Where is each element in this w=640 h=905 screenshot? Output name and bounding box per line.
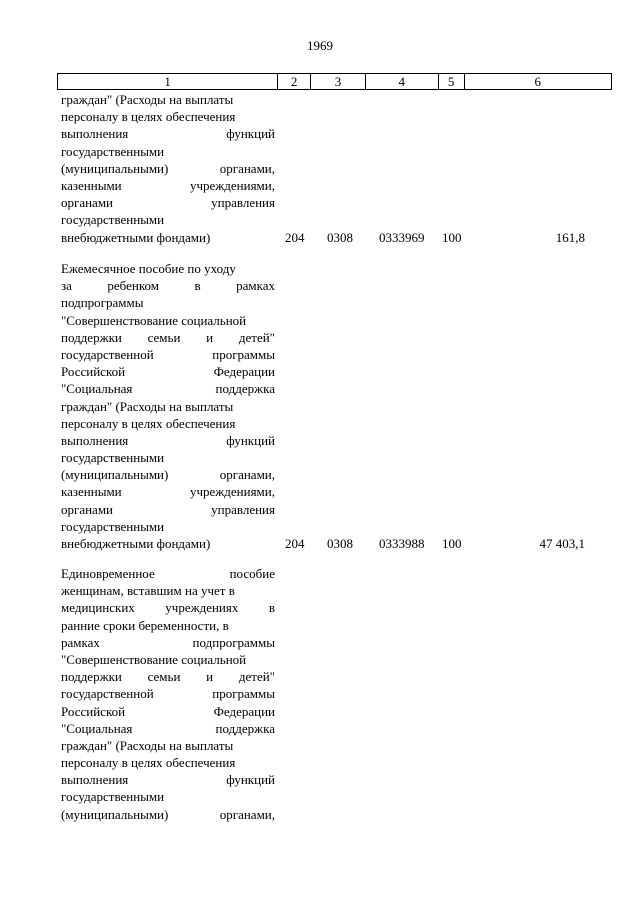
description-word: в bbox=[194, 278, 201, 294]
row-description bbox=[61, 260, 275, 552]
description-word: функций bbox=[226, 432, 275, 448]
code-subsection: 0308 bbox=[327, 229, 353, 245]
description-word: поддержка bbox=[215, 720, 275, 736]
description-line bbox=[61, 143, 275, 160]
description-line bbox=[61, 582, 275, 599]
amount: 47 403,1 bbox=[539, 536, 585, 552]
description-word: пособие bbox=[229, 566, 275, 581]
description-word: государственными bbox=[61, 450, 165, 466]
description-word: "Социальная bbox=[61, 381, 133, 397]
description-word: персоналу в целях обеспечения bbox=[61, 109, 236, 125]
description-word: рамках bbox=[236, 278, 275, 294]
page-number: 1969 bbox=[307, 38, 333, 53]
description-word: органами, bbox=[219, 806, 275, 822]
description-line bbox=[61, 617, 275, 634]
description-word: внебюджетными фондами) bbox=[61, 229, 211, 245]
description-word: государственными bbox=[61, 789, 165, 805]
description-line bbox=[61, 211, 275, 228]
description-word: и bbox=[206, 669, 214, 685]
description-word: поддержки bbox=[61, 329, 122, 345]
description-line bbox=[61, 634, 275, 651]
header-cell-5: 5 bbox=[439, 74, 465, 89]
header-cell-2: 2 bbox=[278, 74, 311, 89]
row-codes bbox=[61, 535, 612, 552]
description-word: Российской bbox=[61, 703, 126, 719]
description-word: детей" bbox=[238, 669, 275, 685]
description-line bbox=[61, 703, 275, 720]
description-word: функций bbox=[226, 126, 275, 142]
description-line bbox=[61, 108, 275, 125]
description-word: Федерации bbox=[213, 703, 275, 719]
table-row bbox=[61, 565, 612, 823]
description-word: и bbox=[206, 329, 214, 345]
description-line bbox=[61, 294, 275, 311]
description-word: "Совершенствование социальной bbox=[61, 651, 247, 667]
description-line bbox=[61, 501, 275, 518]
description-word: Единовременное bbox=[61, 566, 155, 581]
description-line bbox=[61, 346, 275, 363]
description-word: государственными bbox=[61, 143, 165, 159]
code-expense-type: 100 bbox=[442, 536, 462, 552]
description-word: органами bbox=[61, 195, 114, 211]
description-word: учреждениями, bbox=[189, 177, 275, 193]
code-target-article: 0333988 bbox=[379, 536, 425, 552]
description-line bbox=[61, 685, 275, 702]
description-word: персоналу в целях обеспечения bbox=[61, 415, 236, 431]
header-cell-6: 6 bbox=[534, 74, 542, 89]
description-line bbox=[61, 483, 275, 500]
description-line bbox=[61, 312, 275, 329]
description-word: женщинам, вставшим на учет в bbox=[61, 583, 235, 599]
description-word: поддержка bbox=[215, 381, 275, 397]
description-word: выполнения bbox=[61, 126, 129, 142]
description-word: граждан" (Расходы на выплаты bbox=[61, 92, 234, 107]
description-word: подпрограммы bbox=[192, 634, 275, 650]
description-word: государственной bbox=[61, 686, 154, 702]
description-line bbox=[61, 651, 275, 668]
description-line bbox=[61, 363, 275, 380]
description-word: семьи bbox=[147, 329, 181, 345]
description-word: государственной bbox=[61, 346, 154, 362]
description-word: за bbox=[61, 278, 72, 294]
code-subsection: 0308 bbox=[327, 536, 353, 552]
description-line bbox=[61, 398, 275, 415]
description-word: ранние сроки беременности, в bbox=[61, 617, 229, 633]
description-line bbox=[61, 91, 275, 108]
description-word: ребенком bbox=[107, 278, 159, 294]
description-line bbox=[61, 668, 275, 685]
description-line bbox=[61, 449, 275, 466]
description-word: семьи bbox=[147, 669, 181, 685]
description-line bbox=[61, 329, 275, 346]
description-line bbox=[61, 125, 275, 142]
code-target-article: 0333969 bbox=[379, 229, 425, 245]
table-row bbox=[61, 260, 612, 552]
header-cell-4: 4 bbox=[366, 74, 439, 89]
description-word: поддержки bbox=[61, 669, 122, 685]
description-word: органами, bbox=[219, 160, 275, 176]
description-word: (муниципальными) bbox=[61, 160, 169, 176]
description-word: управления bbox=[211, 195, 275, 211]
description-line bbox=[61, 565, 275, 582]
description-word: органами, bbox=[219, 467, 275, 483]
description-word: казенными bbox=[61, 484, 122, 500]
description-word: Российской bbox=[61, 364, 126, 380]
description-word: казенными bbox=[61, 177, 122, 193]
description-word: "Совершенствование социальной bbox=[61, 312, 247, 328]
description-line bbox=[61, 720, 275, 737]
header-cell-1: 1 bbox=[58, 74, 278, 89]
description-line bbox=[61, 754, 275, 771]
description-word: граждан" (Расходы на выплаты bbox=[61, 398, 234, 414]
row-codes bbox=[61, 229, 612, 246]
description-line bbox=[61, 599, 275, 616]
description-word: управления bbox=[211, 501, 275, 517]
description-word: государственными bbox=[61, 212, 165, 228]
description-line bbox=[61, 415, 275, 432]
description-word: Ежемесячное пособие по уходу bbox=[61, 261, 236, 276]
description-line bbox=[61, 260, 275, 277]
description-word: учреждениями, bbox=[189, 484, 275, 500]
description-word: органами bbox=[61, 501, 114, 517]
description-line bbox=[61, 380, 275, 397]
header-cell-3: 3 bbox=[311, 74, 366, 89]
code-section: 204 bbox=[285, 229, 305, 245]
row-description bbox=[61, 91, 275, 246]
table-row bbox=[61, 91, 612, 246]
description-word: (муниципальными) bbox=[61, 806, 169, 822]
code-section: 204 bbox=[285, 536, 305, 552]
description-word: детей" bbox=[238, 329, 275, 345]
description-word: персоналу в целях обеспечения bbox=[61, 755, 236, 771]
description-word: программы bbox=[212, 686, 275, 702]
description-line bbox=[61, 432, 275, 449]
description-word: внебюджетными фондами) bbox=[61, 536, 211, 551]
description-word: "Социальная bbox=[61, 720, 133, 736]
description-line bbox=[61, 771, 275, 788]
description-word: в bbox=[268, 600, 275, 616]
description-line bbox=[61, 194, 275, 211]
description-line bbox=[61, 160, 275, 177]
description-line bbox=[61, 518, 275, 535]
description-word: выполнения bbox=[61, 432, 129, 448]
description-line bbox=[61, 277, 275, 294]
code-expense-type: 100 bbox=[442, 229, 462, 245]
row-description bbox=[61, 565, 275, 823]
description-word: выполнения bbox=[61, 772, 129, 788]
description-word: подпрограммы bbox=[61, 295, 144, 311]
description-word: учреждениях bbox=[165, 600, 239, 616]
table-header-row bbox=[57, 73, 612, 90]
amount: 161,8 bbox=[555, 229, 585, 245]
description-word: рамках bbox=[61, 634, 100, 650]
description-word: функций bbox=[226, 772, 275, 788]
description-word: медицинских bbox=[61, 600, 135, 616]
description-line bbox=[61, 177, 275, 194]
description-word: Федерации bbox=[213, 364, 275, 380]
description-word: граждан" (Расходы на выплаты bbox=[61, 737, 234, 753]
description-word: (муниципальными) bbox=[61, 467, 169, 483]
description-line bbox=[61, 466, 275, 483]
description-word: государственными bbox=[61, 518, 165, 534]
description-word: программы bbox=[212, 346, 275, 362]
description-line bbox=[61, 806, 275, 823]
description-line bbox=[61, 788, 275, 805]
description-line bbox=[61, 737, 275, 754]
